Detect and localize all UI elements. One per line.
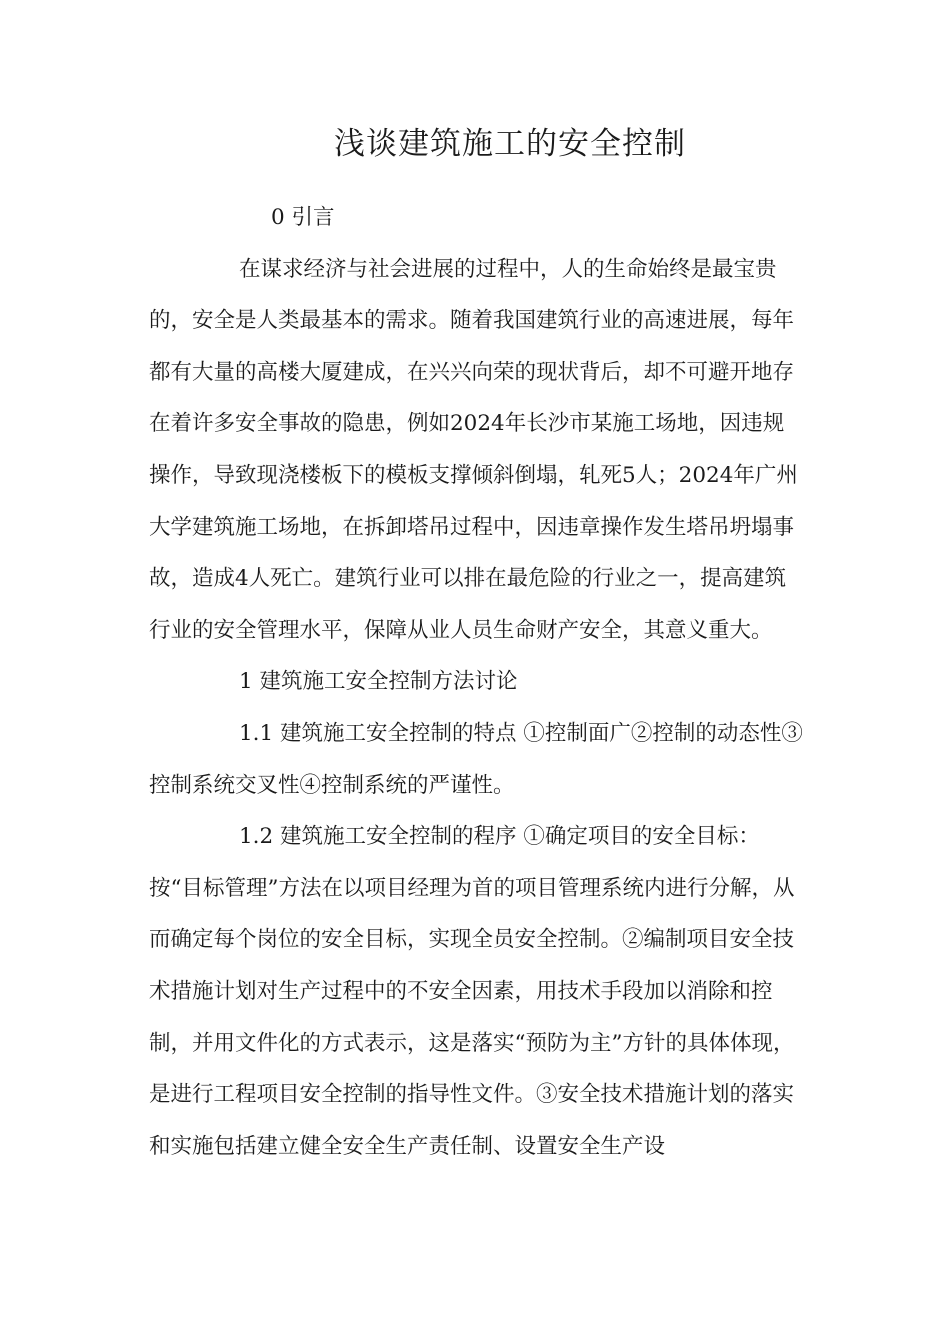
section-heading-introduction: 0 引言 <box>271 205 335 230</box>
paragraph-introduction: 在谋求经济与社会进展的过程中，人的生命始终是最宝贵的，安全是人类最基本的需求。随着我国建筑行业的高速进展，每年都有大量的高楼大厦建成，在兴兴向荣的现状背后，却不可避开地存在着许多安全事故的隐患，例如2024年长沙市某施工场地，因违规操作，导致现浇楼板下的模板支撑倾斜倒塌，轧死5人；2024年广州大学建筑施工场地，在拆卸塔吊过程中，因违章操作发生塔吊坍塌事故，造成4人死亡。建筑行业可以排在最危险的行业之一，提高建筑行业的安全管理水平，保障从业人员生命财产安全，其意义重大。 <box>149 256 798 643</box>
paragraph-1-1: 1.1 建筑施工安全控制的特点 ①控制面广②控制的动态性③控制系统交叉性④控制系统的严谨性。 <box>149 720 803 798</box>
document-body <box>149 192 804 1172</box>
paragraph-1-2: 1.2 建筑施工安全控制的程序 ①确定项目的安全目标：按“目标管理”方法在以项目经理为首的项目管理系统内进行分解，从而确定每个岗位的安全目标，实现全员安全控制。②编制项目安全技术措施计划对生产过程中的不安全因素，用技术手段加以消除和控制，并用文件化的方式表示，这是落实“预防为主”方针的具体体现，是进行工程项目安全控制的指导性文件。③安全技术措施计划的落实和实施包括建立健全安全生产责任制、设置安全生产设 <box>149 824 795 1159</box>
section-heading-1: 1 建筑施工安全控制方法讨论 <box>239 669 518 695</box>
document-title: 浅谈建筑施工的安全控制 <box>334 126 686 162</box>
